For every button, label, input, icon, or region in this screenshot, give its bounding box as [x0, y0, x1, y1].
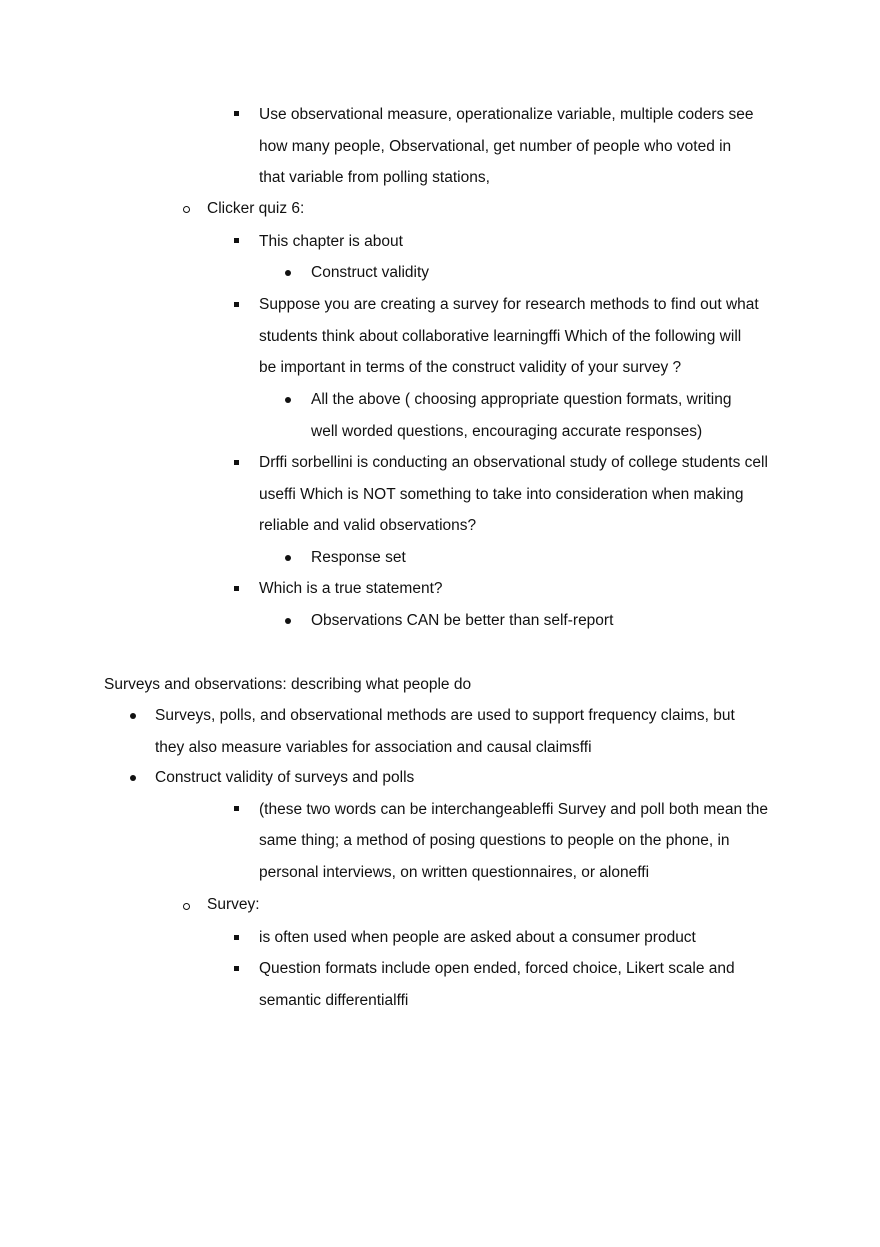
- text-line: useffi Which is NOT something to take into consideration when making: [259, 486, 744, 503]
- text-line: same thing; a method of posing questions to people on the phone, in: [259, 832, 730, 849]
- square-bullet: [234, 111, 239, 116]
- text-line: is often used when people are asked about a consumer product: [259, 929, 696, 946]
- section-heading: Surveys and observations: describing what people do: [104, 676, 472, 693]
- text-line: personal interviews, on written questionnaires, or aloneffi: [259, 864, 650, 881]
- dot-bullet: [130, 775, 136, 781]
- text-line: Question formats include open ended, forced choice, Likert scale and: [259, 960, 735, 977]
- text-line: Clicker quiz 6:: [207, 200, 305, 217]
- text-line: Suppose you are creating a survey for research methods to find out what: [259, 296, 759, 313]
- dot-bullet: [285, 555, 291, 561]
- dot-bullet: [130, 713, 136, 719]
- text-line: well worded questions, encouraging accurate responses): [311, 423, 703, 440]
- square-bullet: [234, 302, 239, 307]
- square-bullet: [234, 238, 239, 243]
- dot-bullet: [285, 618, 291, 624]
- dot-bullet: [285, 270, 291, 276]
- text-line: (these two words can be interchangeableffi Survey and poll both mean the: [259, 801, 768, 818]
- text-line: how many people, Observational, get number of people who voted in: [259, 138, 732, 155]
- text-line: Use observational measure, operationalize variable, multiple coders see: [259, 106, 754, 123]
- text-line: that variable from polling stations,: [259, 169, 490, 186]
- text-line: Observations CAN be better than self-report: [311, 612, 614, 629]
- text-line: reliable and valid observations?: [259, 517, 477, 534]
- text-line: semantic differentialffi: [259, 992, 409, 1009]
- text-line: Construct validity: [311, 264, 430, 281]
- text-line: All the above ( choosing appropriate question formats, writing: [311, 391, 732, 408]
- dot-bullet: [285, 397, 291, 403]
- square-bullet: [234, 966, 239, 971]
- text-line: be important in terms of the construct validity of your survey ?: [259, 359, 682, 376]
- text-line: Survey:: [207, 896, 260, 913]
- circle-bullet: [183, 903, 190, 910]
- circle-bullet: [183, 206, 190, 213]
- square-bullet: [234, 806, 239, 811]
- text-line: they also measure variables for association and causal claimsffi: [155, 739, 592, 756]
- text-line: Drffi sorbellini is conducting an observational study of college students cell: [259, 454, 768, 471]
- square-bullet: [234, 935, 239, 940]
- text-line: Construct validity of surveys and polls: [155, 769, 415, 786]
- text-line: Response set: [311, 549, 406, 566]
- square-bullet: [234, 460, 239, 465]
- text-line: This chapter is about: [259, 233, 403, 250]
- text-line: students think about collaborative learningffi Which of the following will: [259, 328, 742, 345]
- text-line: Surveys, polls, and observational methods are used to support frequency claims, but: [155, 707, 735, 724]
- square-bullet: [234, 586, 239, 591]
- text-line: Which is a true statement?: [259, 580, 443, 597]
